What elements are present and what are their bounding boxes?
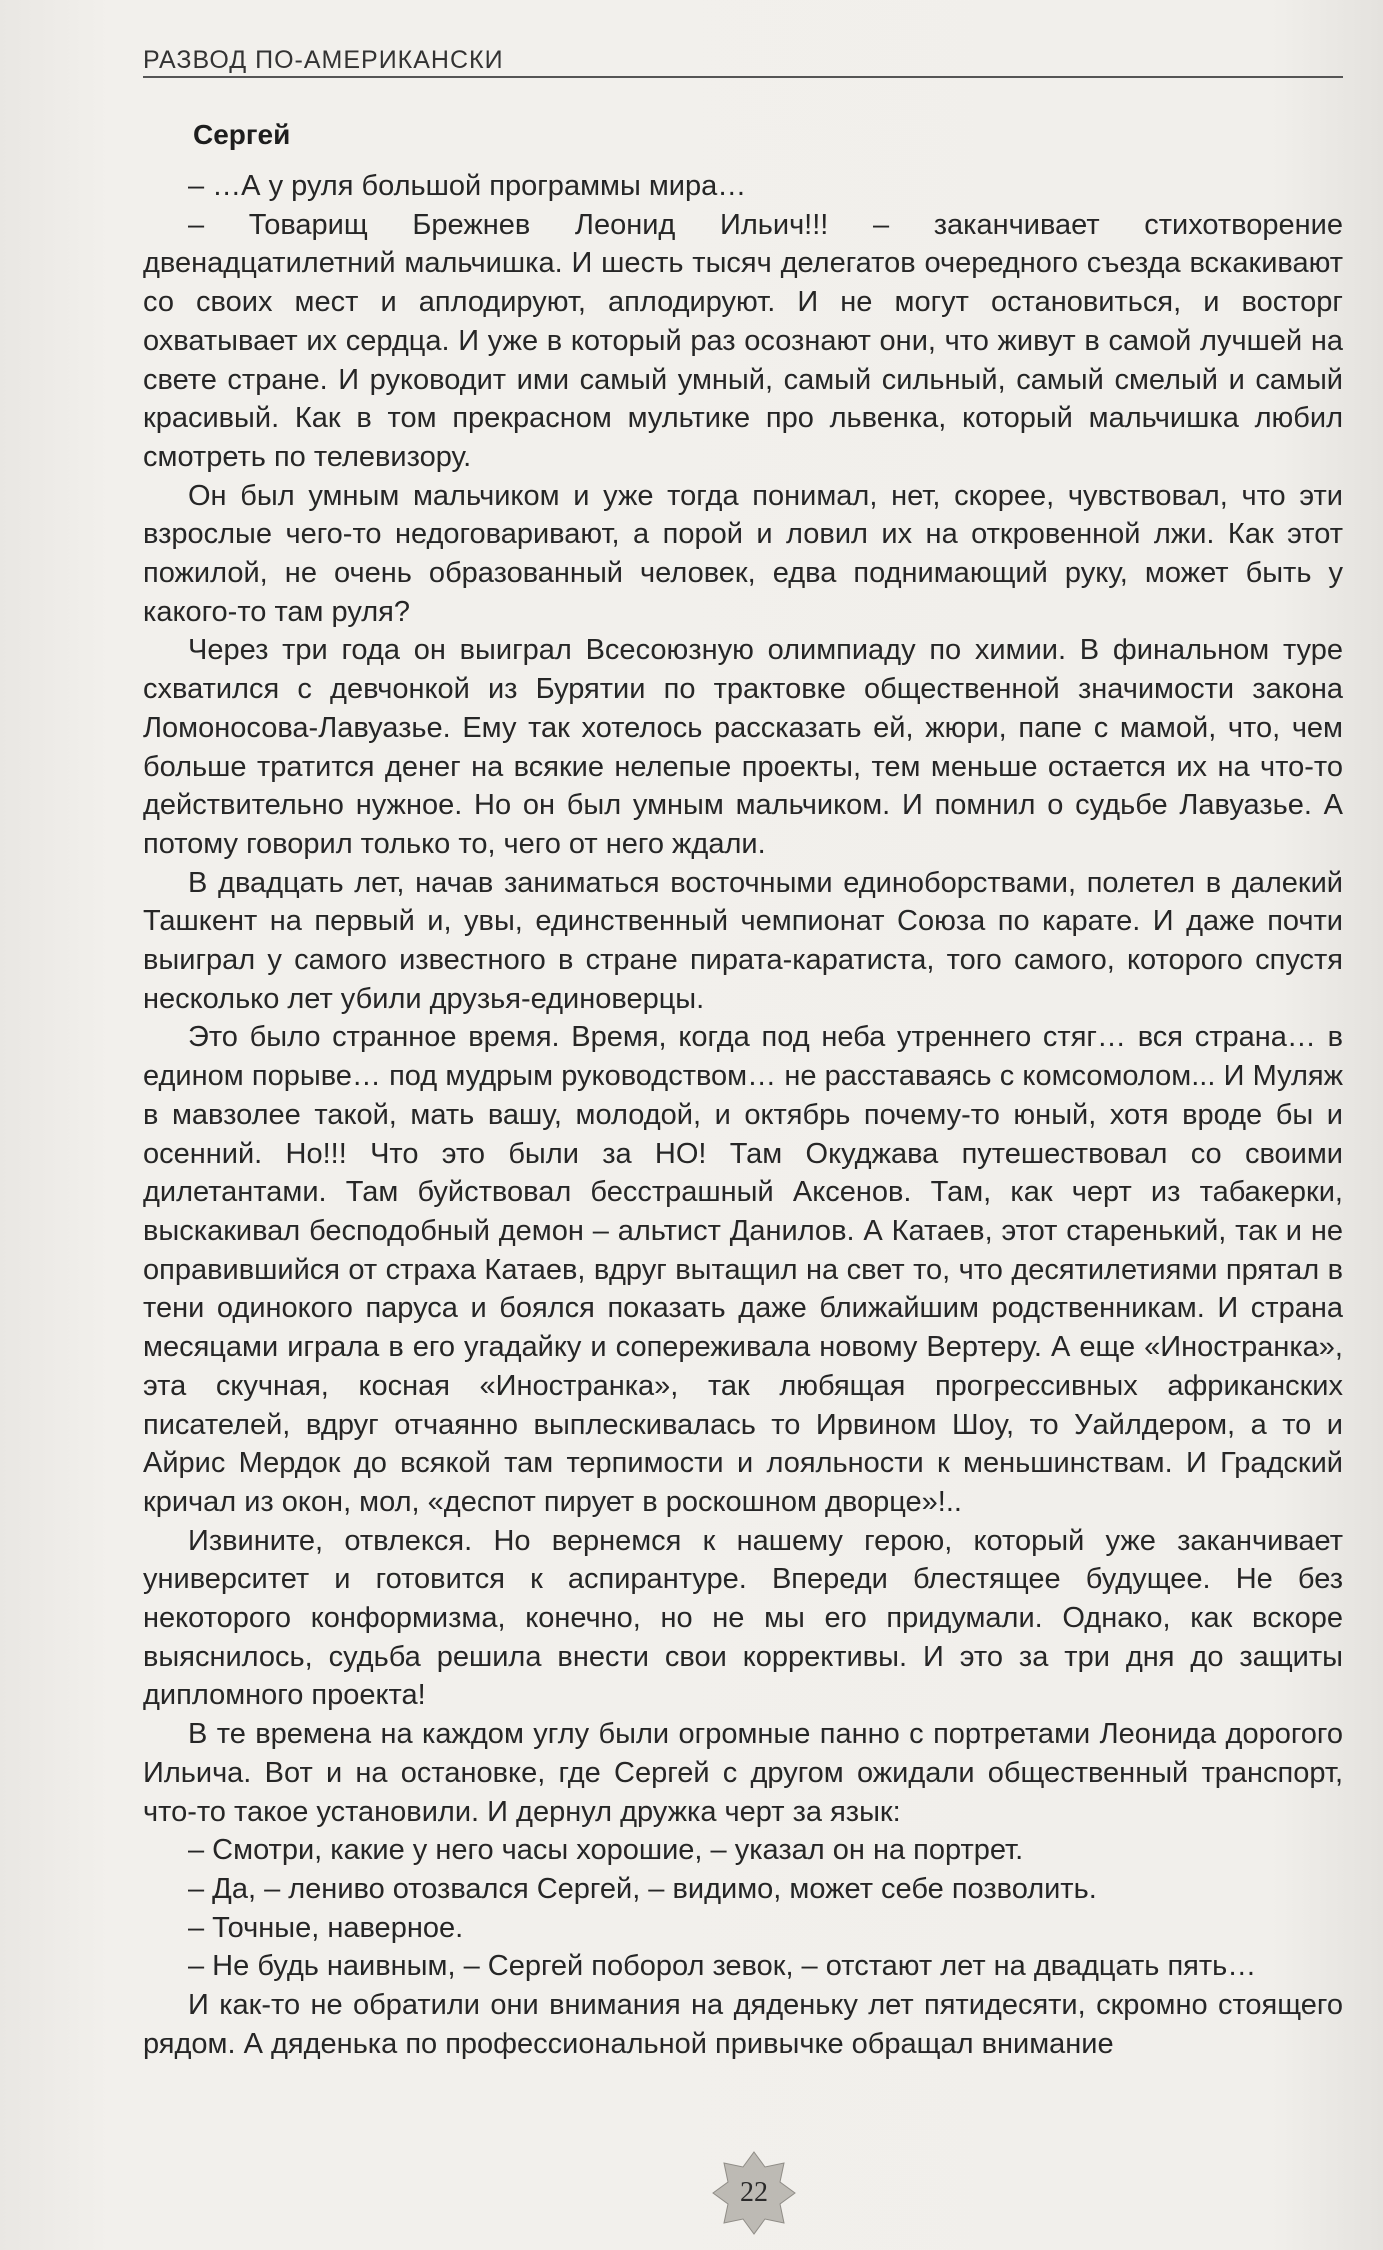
paragraph: Он был умным мальчиком и уже тогда понимал, нет, скорее, чувствовал, что эти взрослые чего-то недоговаривают, а порой и ловил их на откровенной лжи. Как этот пожилой, не очень образованный человек, едва поднимающий руку, может быть у какого-то там руля?	[143, 479, 1343, 628]
paragraph: – Товарищ Брежнев Леонид Ильич!!! – заканчивает стихотворение двенадцатилетний мальчишка. И шесть тысяч делегатов очередного съезда вскакивают со своих мест и аплодируют, аплодируют. И не могут остановиться, и восторг охватывает их сердца. И уже в который раз осознают они, что живут в самой лучшей на свете стране. И руководит ими самый умный, самый сильный, самый смелый и самый красивый. Как в том прекрасном мультике про львенка, который мальчишка любил смотреть по телевизору.	[143, 208, 1343, 473]
paragraph: В двадцать лет, начав заниматься восточными единоборствами, полетел в далекий Ташкент на первый и, увы, единственный чемпионат Союза по карате. И даже почти выиграл у самого известного в стране пирата-каратиста, того самого, которого спустя несколько лет убили друзья-единоверцы.	[143, 866, 1343, 1015]
page-number: 22	[740, 2177, 768, 2208]
paragraph: Это было странное время. Время, когда под неба утреннего стяг… вся страна… в едином порыве… под мудрым руководством… не расставаясь с комсомолом... И Муляж в мавзолее такой, мать вашу, молодой, и октябрь почему-то юный, хотя вроде бы и осенний. Но!!! Что это были за НО! Там Окуджава путешествовал со своими дилетантами. Там буйствовал бесстрашный Аксенов. Там, как черт из табакерки, выскакивал бесподобный демон – альтист Данилов. А Катаев, этот старенький, так и не оправившийся от страха Катаев, вдруг вытащил на свет то, что десятилетиями прятал в тени одинокого паруса и боялся показать даже ближайшим родственникам. И страна месяцами играла в его угадайку и сопереживала новому Вертеру. А еще «Иностранка», эта скучная, косная «Иностранка», так любящая прогрессивных африканских писателей, вдруг отчаянно выплескивалась то Ирвином Шоу, то Уайлдером, а то и Айрис Мердок до всякой там терпимости и лояльности к меньшинствам. И Градский кричал из окон, мол, «деспот пирует в роскошном дворце»!..	[143, 1021, 1343, 1518]
paragraph: – Не будь наивным, – Сергей поборол зевок, – отстают лет на двадцать пять…	[188, 1950, 1257, 1983]
running-title: РАЗВОД ПО-АМЕРИКАНСКИ	[143, 46, 504, 74]
paragraph: И как-то не обратили они внимания на дяденьку лет пятидесяти, скромно стоящего рядом. А дяденька по профессиональной привычке обращал внимание	[143, 1989, 1343, 2060]
paragraph: – Смотри, какие у него часы хорошие, – указал он на портрет.	[188, 1834, 1024, 1867]
page-number-badge	[711, 2150, 797, 2236]
paragraph: Извините, отвлекся. Но вернемся к нашему герою, который уже заканчивает университет и готовится к аспирантуре. Впереди блестящее будущее. Не без некоторого конформизма, конечно, но не мы его придумали. Однако, как вскоре выяснилось, судьба решила внести свои коррективы. И это за три дня до защиты дипломного проекта!	[143, 1524, 1343, 1712]
paragraph: – Точные, наверное.	[188, 1911, 464, 1944]
header-rule	[143, 76, 1343, 78]
paragraph: – …А у руля большой программы мира…	[188, 170, 747, 202]
paragraph: – Да, – лениво отозвался Сергей, – видимо, может себе позволить.	[188, 1872, 1097, 1905]
paragraph: В те времена на каждом углу были огромные панно с портретами Леонида дорогого Ильича. Вот и на остановке, где Сергей с другом ожидали общественный транспорт, что-то такое установили. И дернул дружка черт за язык:	[143, 1718, 1343, 1828]
page-body	[143, 115, 1343, 2063]
paragraph: Через три года он выиграл Всесоюзную олимпиаду по химии. В финальном туре схватился с девчонкой из Бурятии по трактовке общественной значимости закона Ломоносова-Лавуазье. Ему так хотелось рассказать ей, жюри, папе с мамой, что, чем больше тратится денег на всякие нелепые проекты, тем меньше остается их на что-то действительно нужное. Но он был умным мальчиком. И помнил о судьбе Лавуазье. А потому говорил только то, чего от него ждали.	[143, 634, 1343, 860]
section-title: Сергей	[193, 119, 291, 150]
